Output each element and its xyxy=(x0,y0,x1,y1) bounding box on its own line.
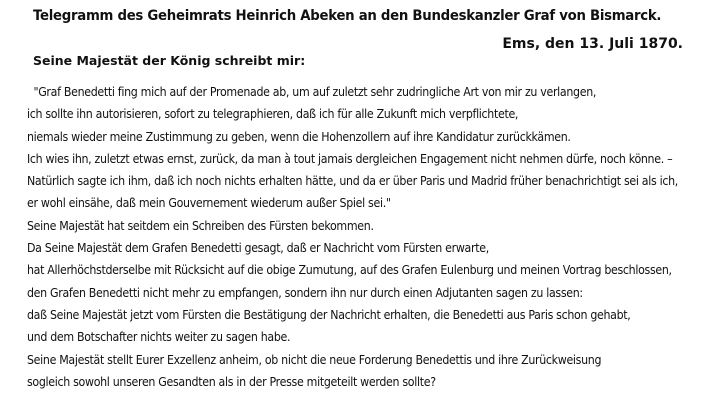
body-line: sogleich sowohl unseren Gesandten als in der Presse mitgeteilt werden sollte? xyxy=(27,374,436,389)
body-line: ich sollte ihn autorisieren, sofort zu telegraphieren, daß ich für alle Zukunft mich verpflichtete, xyxy=(27,107,519,122)
body-line: Da Seine Majestät dem Grafen Benedetti gesagt, daß er Nachricht vom Fürsten erwarte, xyxy=(27,241,489,256)
intro-line: Seine Majestät der König schreibt mir: xyxy=(33,53,306,68)
body-line: daß Seine Majestät jetzt vom Fürsten die Bestätigung der Nachricht erhalten, die Benedetti aus Paris schon gehabt, xyxy=(27,307,631,322)
body-line: und dem Botschafter nichts weiter zu sagen habe. xyxy=(27,330,291,345)
body-line: Seine Majestät hat seitdem ein Schreiben des Fürsten bekommen. xyxy=(27,218,374,233)
document-title: Telegramm des Geheimrats Heinrich Abeken an den Bundeskanzler Graf von Bismarck. xyxy=(33,8,662,24)
body-line: "Graf Benedetti fing mich auf der Promenade ab, um auf zuletzt sehr zudringliche Art von mir zu verlangen, xyxy=(33,85,597,99)
body-line: er wohl einsähe, daß mein Gouvernement wiederum außer Spiel sei." xyxy=(27,196,391,211)
body-line: niemals wieder meine Zustimmung zu geben, wenn die Hohenzollern auf ihre Kandidatur zurückkämen. xyxy=(27,129,571,144)
body-line: Ich wies ihn, zuletzt etwas ernst, zurück, da man à tout jamais dergleichen Engagement nicht nehmen dürfe, noch könne. – xyxy=(27,151,673,166)
body-line: hat Allerhöchstderselbe mit Rücksicht auf die obige Zumutung, auf des Grafen Eulenburg und meinen Vortrag beschlossen, xyxy=(27,263,672,278)
date-line: Ems, den 13. Juli 1870. xyxy=(502,36,683,52)
body-line: Natürlich sagte ich ihm, daß ich noch nichts erhalten hätte, und da er über Paris und Madrid früher benachrichtigt sei als ich, xyxy=(27,174,678,189)
body-line: den Grafen Benedetti nicht mehr zu empfangen, sondern ihn nur durch einen Adjutanten sagen zu lassen: xyxy=(27,285,583,300)
telegram-body xyxy=(27,81,711,393)
body-line: Seine Majestät stellt Eurer Exzellenz anheim, ob nicht die neue Forderung Benedettis und ihre Zurückweisung xyxy=(27,352,602,367)
